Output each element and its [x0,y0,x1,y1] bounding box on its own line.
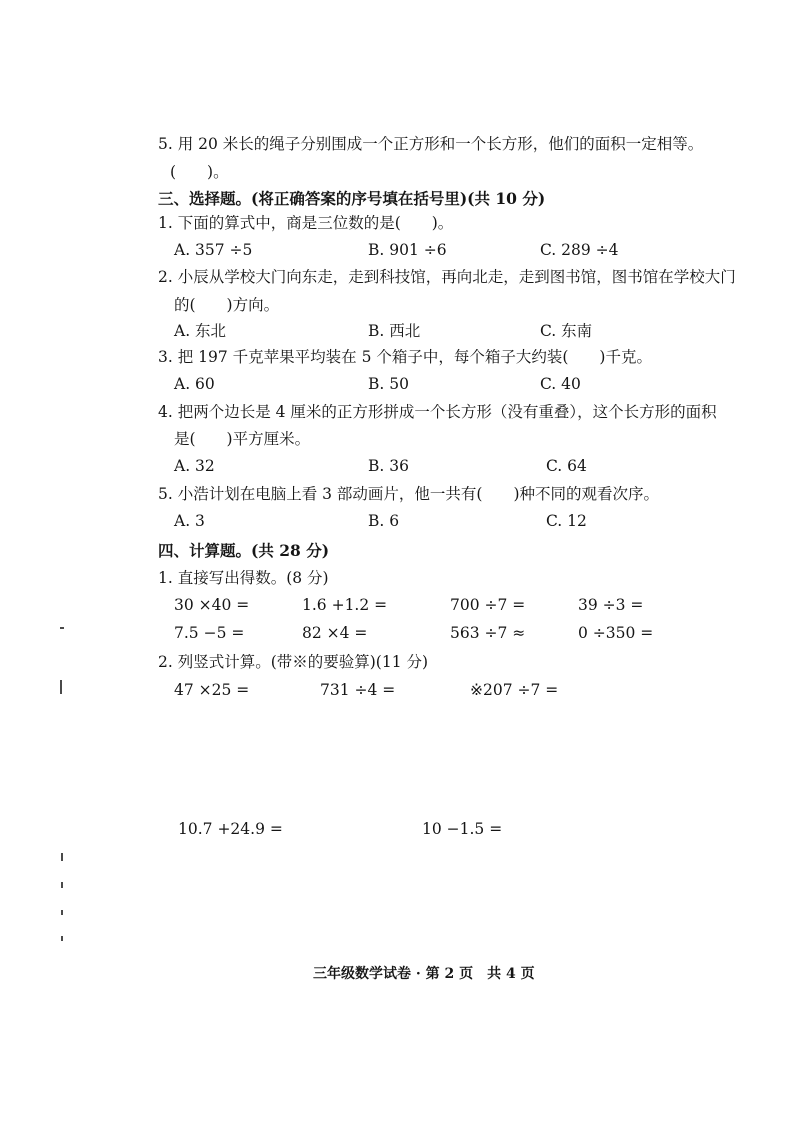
calc-part1-title: 1. 直接写出得数。(8 分) [158,569,329,587]
choice-q3-stem: 3. 把 197 千克苹果平均装在 5 个箱子中，每个箱子大约装( )千克。 [158,348,652,366]
choice-q2-stem-line2: 的( )方向。 [174,296,280,314]
choice-q4-stem-line2: 是( )平方厘米。 [174,430,311,448]
section-choice-header: 三、选择题。(将正确答案的序号填在括号里)(共 10 分) [158,189,546,208]
choice-q5-option-a[interactable]: A. 3 [174,512,205,530]
choice-q3-option-b[interactable]: B. 50 [368,375,409,393]
scan-mark [61,882,63,888]
calc-vertical-item: 10.7 +24.9 = [178,820,283,838]
choice-q2-option-a[interactable]: A. 东北 [174,322,227,340]
calc-oral-item: 39 ÷3 = [578,596,644,614]
section-calc-header: 四、计算题。(共 28 分) [158,541,330,560]
choice-q4-stem-line1: 4. 把两个边长是 4 厘米的正方形拼成一个长方形（没有重叠），这个长方形的面积 [158,403,717,421]
scan-mark [60,680,62,694]
calc-oral-item: 563 ÷7 ≈ [450,624,526,642]
choice-q3-option-c[interactable]: C. 40 [540,375,581,393]
choice-q4-option-a[interactable]: A. 32 [174,457,215,475]
choice-q5-option-b[interactable]: B. 6 [368,512,400,530]
scan-mark [61,853,63,861]
choice-q1-option-c[interactable]: C. 289 ÷4 [540,241,619,259]
choice-q5-option-c[interactable]: C. 12 [546,512,587,530]
choice-q1-stem: 1. 下面的算式中，商是三位数的是( )。 [158,214,454,232]
judge-q5-answer-blank[interactable]: ( )。 [170,163,229,181]
calc-vertical-item: 47 ×25 = [174,681,250,699]
calc-oral-item: 0 ÷350 = [578,624,654,642]
calc-oral-item: 7.5 −5 = [174,624,245,642]
choice-q2-option-b[interactable]: B. 西北 [368,322,421,340]
calc-oral-item: 30 ×40 = [174,596,250,614]
choice-q3-option-a[interactable]: A. 60 [174,375,215,393]
scan-mark [60,627,64,629]
calc-oral-item: 1.6 +1.2 = [302,596,388,614]
calc-part2-title: 2. 列竖式计算。(带※的要验算)(11 分) [158,653,429,671]
calc-vertical-item: 731 ÷4 = [320,681,396,699]
choice-q2-option-c[interactable]: C. 东南 [540,322,593,340]
page-footer: 三年级数学试卷 · 第 2 页 共 4 页 [313,966,535,982]
calc-oral-item: 82 ×4 = [302,624,368,642]
choice-q2-stem-line1: 2. 小辰从学校大门向东走，走到科技馆，再向北走，走到图书馆，图书馆在学校大门 [158,268,736,286]
choice-q1-option-b[interactable]: B. 901 ÷6 [368,241,447,259]
choice-q5-stem: 5. 小浩计划在电脑上看 3 部动画片，他一共有( )种不同的观看次序。 [158,485,660,503]
scan-mark [61,910,63,915]
judge-q5-line1: 5. 用 20 米长的绳子分别围成一个正方形和一个长方形，他们的面积一定相等。 [158,135,704,153]
calc-oral-item: 700 ÷7 = [450,596,526,614]
choice-q4-option-b[interactable]: B. 36 [368,457,409,475]
calc-vertical-item: ※207 ÷7 = [470,681,559,699]
choice-q1-option-a[interactable]: A. 357 ÷5 [174,241,253,259]
calc-vertical-item: 10 −1.5 = [422,820,503,838]
choice-q4-option-c[interactable]: C. 64 [546,457,587,475]
scan-mark [61,936,63,941]
